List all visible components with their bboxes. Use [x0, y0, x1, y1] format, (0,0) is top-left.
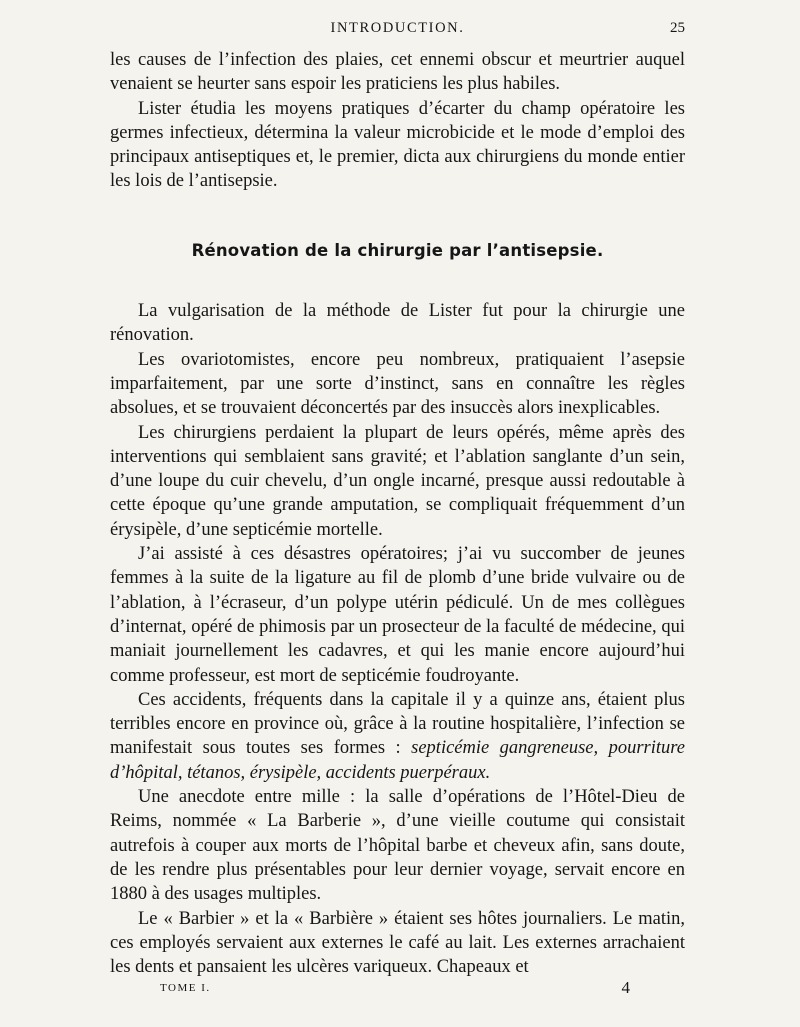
running-head [110, 20, 685, 42]
page-number: 25 [670, 20, 685, 36]
paragraph-2: Lister étudia les moyens pratiques d’écarter du champ opératoire les germes infectieux, détermina la valeur microbicide et le mode d’emploi des principaux antiseptiques et, le premier, dicta aux chirurgiens du monde entier les lois de l’antisepsie. [110, 98, 685, 192]
paragraph-5: Les chirurgiens perdaient la plupart de leurs opérés, même après des interventions qui semblaient sans gravité; et l’ablation sanglante d’un sein, d’une loupe du cuir chevelu, d’un ongle incarné, presque aussi redoutable à cette époque qu’une grande amputation, se compliquait fréquemment d’un érysipèle, d’une septicémie mortelle. [110, 422, 685, 540]
paragraph-7-text: Ces accidents, fréquents dans la capitale il y a quinze ans, étaient plus terribles encore en province où, grâce à la routine hospitalière, l’infection se manifestait sous toutes ses formes : [110, 689, 685, 759]
page-footer [160, 978, 630, 1002]
paragraph-1: les causes de l’infection des plaies, cet ennemi obscur et meurtrier auquel venaient se heurter sans espoir les praticiens les plus habiles. [110, 50, 685, 95]
tome-label: TOME I. [160, 982, 211, 994]
paragraph-9: Le « Barbier » et la « Barbière » étaient ses hôtes journaliers. Le matin, ces employés servaient aux externes le café au lait. Les externes arrachaient les dents et pansaient les ulcères variqueux. Chapeaux et [110, 908, 685, 978]
paragraph-7-italic: septicémie gangreneuse, pourriture d’hôpital, tétanos, érysipèle, accidents puerpéraux. [110, 738, 685, 783]
section-heading: Rénovation de la chirurgie par l’antisepsie. [191, 240, 604, 260]
paragraph-4: Les ovariotomistes, encore peu nombreux, pratiquaient l’asepsie imparfaitement, par une sorte d’instinct, sans en connaître les règles absolues, et se trouvaient déconcertés par des insuccès alors inexplicables. [110, 349, 685, 419]
signature-mark: 4 [621, 978, 630, 997]
paragraph-6: J’ai assisté à ces désastres opératoires; j’ai vu succomber de jeunes femmes à la suite de la ligature au fil de plomb d’une bride vulvaire ou de l’ablation, à l’écraseur, d’un polype utérin pédiculé. Un de mes collègues d’internat, opéré de phimosis par un prosecteur de la faculté de médecine, qui maniait journellement les cadavres, et qui les manie encore aujourd’hui comme professeur, est mort de septicémie foudroyante. [110, 544, 685, 686]
running-head-title: INTRODUCTION. [330, 20, 465, 36]
paragraph-3: La vulgarisation de la méthode de Lister fut pour la chirurgie une rénovation. [110, 301, 685, 346]
body-text [110, 48, 685, 979]
paragraph-8: Une anecdote entre mille : la salle d’opérations de l’Hôtel-Dieu de Reims, nommée « La Barberie », d’une vieille coutume qui consistait autrefois à couper aux morts de l’hôpital barbe et cheveux afin, sans doute, de les rendre plus présentables pour leur dernier voyage, servait encore en 1880 à des usages multiples. [110, 787, 685, 905]
paragraph-7 [110, 688, 685, 785]
